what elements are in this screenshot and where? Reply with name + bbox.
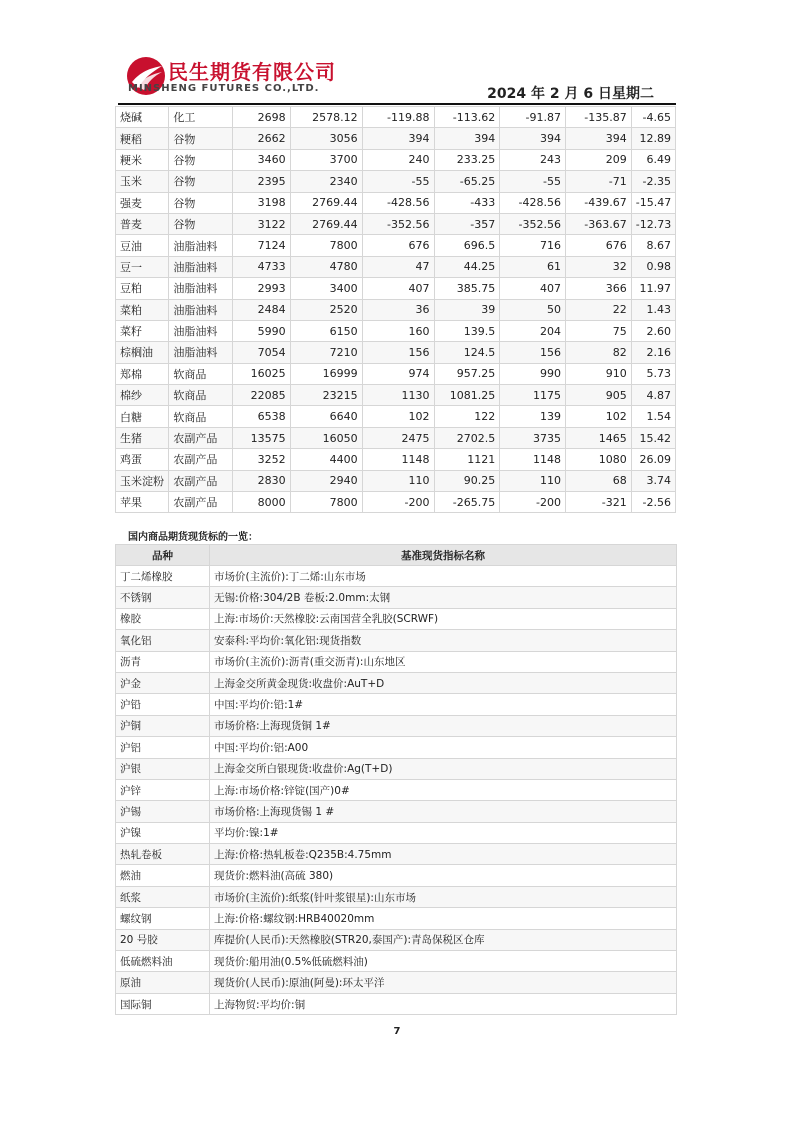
value-cell: -200 [500,492,566,513]
benchmark-cell: 上海:市场价:天然橡胶:云南国营全乳胶(SCRWF) [210,608,677,629]
benchmark-cell: 安泰科:平均价:氧化铝:现货指数 [210,630,677,651]
benchmark-cell: 平均价:镍:1# [210,822,677,843]
value-cell: 1.43 [631,299,675,320]
table-row [116,737,677,758]
value-cell: 16050 [290,427,362,448]
value-cell: 905 [566,385,632,406]
value-cell: 3056 [290,128,362,149]
benchmark-cell: 上海金交所白银现货:收盘价:Ag(T+D) [210,758,677,779]
value-cell: 8000 [233,492,291,513]
commodity-cell: 粳米 [116,149,169,170]
table-row [116,587,677,608]
commodity-cell: 棉纱 [116,385,169,406]
value-cell: 32 [566,256,632,277]
category-cell: 谷物 [169,128,233,149]
value-cell: 90.25 [434,470,500,491]
table-row [116,929,677,950]
price-table-body [116,107,676,513]
value-cell: 3252 [233,449,291,470]
variety-cell: 沪锌 [116,779,210,800]
value-cell: -357 [434,213,500,234]
value-cell: -113.62 [434,107,500,128]
value-cell: 4780 [290,256,362,277]
spot-benchmark-table [115,544,677,1015]
value-cell: 209 [566,149,632,170]
value-cell: 974 [362,363,434,384]
commodity-cell: 烧碱 [116,107,169,128]
value-cell: 407 [362,278,434,299]
commodity-cell: 菜粕 [116,299,169,320]
value-cell: 1175 [500,385,566,406]
value-cell: 36 [362,299,434,320]
category-cell: 谷物 [169,192,233,213]
value-cell: 6640 [290,406,362,427]
value-cell: 122 [434,406,500,427]
value-cell: 366 [566,278,632,299]
value-cell: 102 [566,406,632,427]
table-row [116,865,677,886]
value-cell: 243 [500,149,566,170]
value-cell: 5.73 [631,363,675,384]
category-cell: 油脂油料 [169,278,233,299]
variety-cell: 原油 [116,972,210,993]
value-cell: 407 [500,278,566,299]
commodity-cell: 棕榈油 [116,342,169,363]
table-row [116,192,676,213]
value-cell: 44.25 [434,256,500,277]
value-cell: 1.54 [631,406,675,427]
variety-cell: 丁二烯橡胶 [116,566,210,587]
page-number: 7 [393,1026,401,1037]
table-row [116,427,676,448]
variety-cell: 热轧卷板 [116,844,210,865]
value-cell: -65.25 [434,171,500,192]
value-cell: -15.47 [631,192,675,213]
value-cell: 910 [566,363,632,384]
value-cell: 102 [362,406,434,427]
value-cell: 26.09 [631,449,675,470]
commodity-cell: 豆粕 [116,278,169,299]
report-date: 2024 年 2 月 6 日星期二 [487,86,654,102]
value-cell: 3122 [233,213,291,234]
table-row [116,672,677,693]
value-cell: 2.60 [631,320,675,341]
value-cell: -428.56 [362,192,434,213]
value-cell: 1081.25 [434,385,500,406]
value-cell: 75 [566,320,632,341]
variety-cell: 沪银 [116,758,210,779]
value-cell: 22 [566,299,632,320]
column-header-variety: 品种 [116,545,210,566]
value-cell: -428.56 [500,192,566,213]
spot-table-body [116,566,677,1015]
value-cell: 68 [566,470,632,491]
variety-cell: 沪铅 [116,694,210,715]
category-cell: 油脂油料 [169,299,233,320]
benchmark-cell: 中国:平均价:铅:1# [210,694,677,715]
table-row [116,651,677,672]
value-cell: 3400 [290,278,362,299]
commodity-cell: 菜籽 [116,320,169,341]
value-cell: 22085 [233,385,291,406]
benchmark-cell: 上海:价格:热轧板卷:Q235B:4.75mm [210,844,677,865]
value-cell: 13575 [233,427,291,448]
commodity-cell: 玉米淀粉 [116,470,169,491]
value-cell: 240 [362,149,434,170]
value-cell: 4733 [233,256,291,277]
commodity-cell: 强麦 [116,192,169,213]
commodity-cell: 苹果 [116,492,169,513]
value-cell: -200 [362,492,434,513]
value-cell: -439.67 [566,192,632,213]
table-row [116,149,676,170]
value-cell: -55 [500,171,566,192]
value-cell: 2698 [233,107,291,128]
value-cell: 139 [500,406,566,427]
value-cell: -352.56 [500,213,566,234]
value-cell: 7800 [290,235,362,256]
table-row [116,320,676,341]
value-cell: 2.16 [631,342,675,363]
commodity-cell: 豆一 [116,256,169,277]
table-row [116,363,676,384]
variety-cell: 沪铝 [116,737,210,758]
table-row [116,449,676,470]
value-cell: 2475 [362,427,434,448]
variety-cell: 纸浆 [116,886,210,907]
benchmark-cell: 库提价(人民币):天然橡胶(STR20,泰国产):青岛保税区仓库 [210,929,677,950]
value-cell: 6538 [233,406,291,427]
value-cell: -2.35 [631,171,675,192]
value-cell: -135.87 [566,107,632,128]
benchmark-cell: 现货价(人民币):原油(阿曼):环太平洋 [210,972,677,993]
value-cell: 1148 [500,449,566,470]
benchmark-cell: 市场价(主流价):沥青(重交沥青):山东地区 [210,651,677,672]
value-cell: 156 [500,342,566,363]
table-row [116,972,677,993]
variety-cell: 不锈钢 [116,587,210,608]
spot-section-title: 国内商品期货现货标的一览： [128,532,258,543]
value-cell: 696.5 [434,235,500,256]
table-row [116,470,676,491]
value-cell: -91.87 [500,107,566,128]
commodity-cell: 粳稻 [116,128,169,149]
table-row [116,951,677,972]
value-cell: 1130 [362,385,434,406]
benchmark-cell: 现货价:船用油(0.5%低硫燃料油) [210,951,677,972]
brand-name-en: MINSHENG FUTURES CO.,LTD. [128,83,320,94]
variety-cell: 沪锡 [116,801,210,822]
value-cell: 7210 [290,342,362,363]
category-cell: 油脂油料 [169,235,233,256]
value-cell: -321 [566,492,632,513]
value-cell: -119.88 [362,107,434,128]
value-cell: 12.89 [631,128,675,149]
value-cell: 2830 [233,470,291,491]
value-cell: 2578.12 [290,107,362,128]
value-cell: 716 [500,235,566,256]
value-cell: 3460 [233,149,291,170]
spot-table-header-row [116,545,677,566]
value-cell: 2395 [233,171,291,192]
variety-cell: 橡胶 [116,608,210,629]
table-row [116,822,677,843]
value-cell: 2662 [233,128,291,149]
table-row [116,801,677,822]
table-row [116,385,676,406]
value-cell: 6150 [290,320,362,341]
value-cell: 6.49 [631,149,675,170]
table-row [116,908,677,929]
value-cell: 1465 [566,427,632,448]
value-cell: -2.56 [631,492,675,513]
value-cell: 7124 [233,235,291,256]
value-cell: 4400 [290,449,362,470]
value-cell: 1148 [362,449,434,470]
category-cell: 农副产品 [169,427,233,448]
benchmark-cell: 上海物贸:平均价:铜 [210,993,677,1014]
category-cell: 油脂油料 [169,342,233,363]
table-row [116,844,677,865]
table-row [116,492,676,513]
category-cell: 谷物 [169,149,233,170]
table-row [116,256,676,277]
commodity-cell: 郑棉 [116,363,169,384]
value-cell: 3735 [500,427,566,448]
value-cell: 16999 [290,363,362,384]
value-cell: 957.25 [434,363,500,384]
value-cell: 7054 [233,342,291,363]
value-cell: 385.75 [434,278,500,299]
value-cell: 7800 [290,492,362,513]
value-cell: 2993 [233,278,291,299]
brand-name-cn: 民生期货有限公司 [168,60,336,84]
value-cell: 2520 [290,299,362,320]
variety-cell: 螺纹钢 [116,908,210,929]
value-cell: -363.67 [566,213,632,234]
value-cell: 5990 [233,320,291,341]
variety-cell: 氧化铝 [116,630,210,651]
value-cell: 61 [500,256,566,277]
table-row [116,779,677,800]
value-cell: 990 [500,363,566,384]
variety-cell: 燃油 [116,865,210,886]
value-cell: 3700 [290,149,362,170]
category-cell: 谷物 [169,171,233,192]
table-row [116,566,677,587]
value-cell: 3.74 [631,470,675,491]
value-cell: 110 [500,470,566,491]
category-cell: 化工 [169,107,233,128]
category-cell: 软商品 [169,363,233,384]
value-cell: 47 [362,256,434,277]
table-row [116,342,676,363]
commodity-cell: 玉米 [116,171,169,192]
value-cell: 233.25 [434,149,500,170]
value-cell: 0.98 [631,256,675,277]
value-cell: 1121 [434,449,500,470]
variety-cell: 国际铜 [116,993,210,1014]
category-cell: 农副产品 [169,470,233,491]
value-cell: -71 [566,171,632,192]
category-cell: 油脂油料 [169,256,233,277]
table-row [116,299,676,320]
value-cell: -4.65 [631,107,675,128]
value-cell: -352.56 [362,213,434,234]
benchmark-cell: 无锡:价格:304/2B 卷板:2.0mm:太钢 [210,587,677,608]
benchmark-cell: 上海:市场价格:锌锭(国产)0# [210,779,677,800]
category-cell: 软商品 [169,406,233,427]
table-row [116,886,677,907]
value-cell: 2769.44 [290,192,362,213]
value-cell: 139.5 [434,320,500,341]
value-cell: 394 [434,128,500,149]
column-header-benchmark: 基准现货指标名称 [210,545,677,566]
value-cell: 124.5 [434,342,500,363]
table-row [116,993,677,1014]
value-cell: 394 [500,128,566,149]
value-cell: -265.75 [434,492,500,513]
value-cell: 11.97 [631,278,675,299]
page-header [118,50,676,105]
value-cell: 204 [500,320,566,341]
value-cell: 676 [362,235,434,256]
value-cell: 16025 [233,363,291,384]
value-cell: 4.87 [631,385,675,406]
benchmark-cell: 市场价格:上海现货铜 1# [210,715,677,736]
value-cell: 110 [362,470,434,491]
value-cell: 1080 [566,449,632,470]
header-divider [118,103,676,105]
value-cell: 2702.5 [434,427,500,448]
commodity-cell: 豆油 [116,235,169,256]
table-row [116,213,676,234]
table-row [116,694,677,715]
category-cell: 农副产品 [169,449,233,470]
table-row [116,630,677,651]
table-row [116,171,676,192]
table-row [116,406,676,427]
benchmark-cell: 现货价:燃料油(高硫 380) [210,865,677,886]
value-cell: 2769.44 [290,213,362,234]
variety-cell: 沪金 [116,672,210,693]
commodity-cell: 普麦 [116,213,169,234]
benchmark-cell: 市场价(主流价):纸浆(针叶浆银星):山东市场 [210,886,677,907]
table-row [116,758,677,779]
value-cell: 39 [434,299,500,320]
variety-cell: 沪镍 [116,822,210,843]
benchmark-cell: 市场价格:上海现货锡 1 # [210,801,677,822]
category-cell: 农副产品 [169,492,233,513]
value-cell: 394 [362,128,434,149]
value-cell: 2484 [233,299,291,320]
value-cell: -12.73 [631,213,675,234]
table-row [116,107,676,128]
category-cell: 油脂油料 [169,320,233,341]
value-cell: 160 [362,320,434,341]
variety-cell: 低硫燃料油 [116,951,210,972]
value-cell: -55 [362,171,434,192]
value-cell: 2940 [290,470,362,491]
commodity-cell: 鸡蛋 [116,449,169,470]
table-row [116,128,676,149]
benchmark-cell: 上海金交所黄金现货:收盘价:AuT+D [210,672,677,693]
table-row [116,235,676,256]
category-cell: 软商品 [169,385,233,406]
value-cell: 2340 [290,171,362,192]
value-cell: 156 [362,342,434,363]
value-cell: 82 [566,342,632,363]
value-cell: 23215 [290,385,362,406]
commodity-cell: 白糖 [116,406,169,427]
benchmark-cell: 上海:价格:螺纹钢:HRB40020mm [210,908,677,929]
value-cell: 394 [566,128,632,149]
variety-cell: 20 号胶 [116,929,210,950]
price-basis-table [115,106,676,513]
benchmark-cell: 市场价(主流价):丁二烯:山东市场 [210,566,677,587]
value-cell: 676 [566,235,632,256]
category-cell: 谷物 [169,213,233,234]
table-row [116,715,677,736]
table-row [116,278,676,299]
value-cell: 50 [500,299,566,320]
table-row [116,608,677,629]
variety-cell: 沪铜 [116,715,210,736]
value-cell: 8.67 [631,235,675,256]
variety-cell: 沥青 [116,651,210,672]
benchmark-cell: 中国:平均价:铝:A00 [210,737,677,758]
value-cell: -433 [434,192,500,213]
value-cell: 15.42 [631,427,675,448]
value-cell: 3198 [233,192,291,213]
commodity-cell: 生猪 [116,427,169,448]
